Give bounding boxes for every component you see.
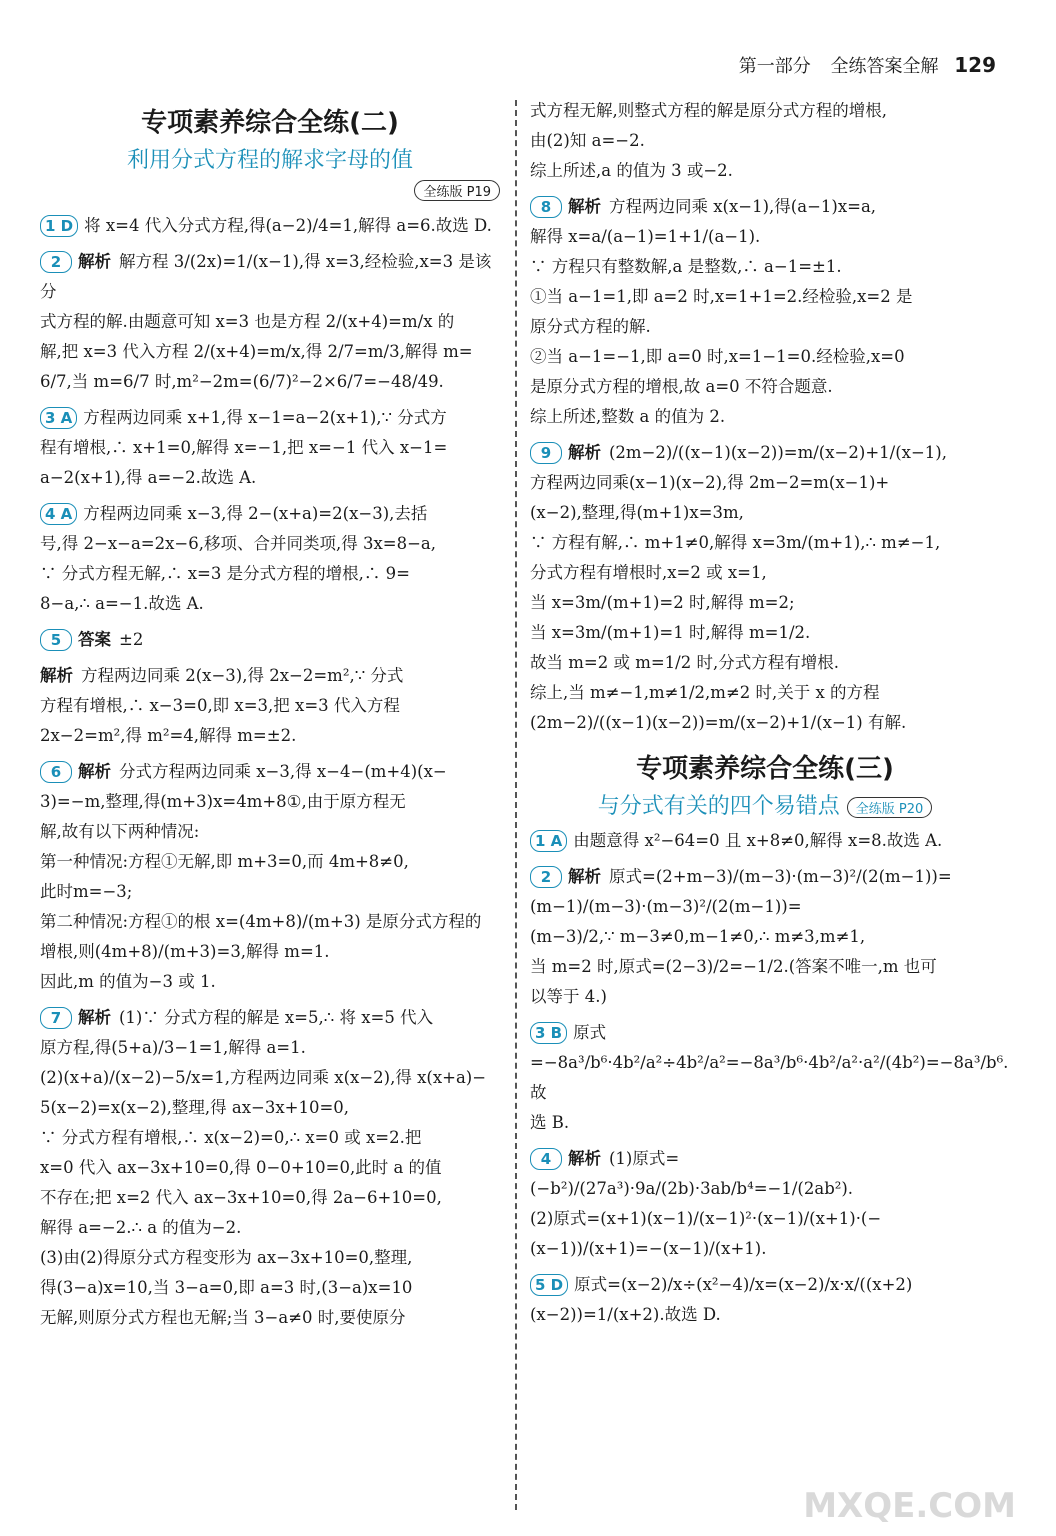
answer-text: 第一种情况:方程①无解,即 m+3=0,而 4m+8≠0, xyxy=(40,852,409,871)
answer-label: 解析 xyxy=(78,252,111,271)
answer-text: 解,故有以下两种情况: xyxy=(40,822,200,841)
answer-text: 式方程的解.由题意可知 x=3 也是方程 2/(x+4)=m/x 的 xyxy=(40,312,455,331)
answer-text: ①当 a−1=1,即 a=2 时,x=1+1=2.经检验,x=2 是 xyxy=(530,287,913,306)
answer-text: ∵ 分式方程有增根,∴ x(x−2)=0,∴ x=0 或 x=2.把 xyxy=(40,1128,422,1147)
answer-item xyxy=(530,96,1000,186)
answer-text: a−2(x+1),得 a=−2.故选 A. xyxy=(40,468,257,487)
answer-item xyxy=(530,826,1000,856)
watermark-logo: MXQE.COM xyxy=(803,1486,1016,1526)
answer-text: 选 B. xyxy=(530,1113,570,1132)
answer-text: 原式=(2+m−3)/(m−3)·(m−3)²/(2(m−1))=(m−1)/(m−3)·(m−3)²/(2(m−1))= xyxy=(530,867,952,916)
answer-label: 解析 xyxy=(78,762,111,781)
answer-text: 是原分式方程的增根,故 a=0 不符合题意. xyxy=(530,377,833,396)
answer-text: 式方程无解,则整式方程的解是原分式方程的增根, xyxy=(530,101,887,120)
answer-text: 不存在;把 x=2 代入 ax−3x+10=0,得 2a−6+10=0, xyxy=(40,1188,442,1207)
answer-text: 方程两边同乘(x−1)(x−2),得 2m−2=m(x−1)+ xyxy=(530,473,890,492)
answer-label: 解析 xyxy=(78,1008,111,1027)
question-number: 9 xyxy=(530,442,562,464)
answer-text: (2m−2)/((x−1)(x−2))=m/(x−2)+1/(x−1) 有解. xyxy=(530,713,907,732)
question-number: 5 xyxy=(40,629,72,651)
section-title: 专项素养综合全练(三) xyxy=(636,754,894,784)
page-reference-tag: 全练版 P19 xyxy=(414,180,500,201)
answer-text: 分式方程两边同乘 x−3,得 x−4−(m+4)(x− xyxy=(119,762,447,781)
answer-item xyxy=(530,1270,1000,1330)
answer-text: 由(2)知 a=−2. xyxy=(530,131,645,150)
question-number: 8 xyxy=(530,196,562,218)
answer-text: ±2 xyxy=(119,630,144,649)
answer-item xyxy=(530,438,1000,738)
answer-item xyxy=(40,211,500,241)
answer-item xyxy=(40,247,500,397)
answer-text: 得(3−a)x=10,当 3−a=0,即 a=3 时,(3−a)x=10 xyxy=(40,1278,413,1297)
answer-list xyxy=(530,96,1000,738)
answer-text: x=0 代入 ax−3x+10=0,得 0−0+10=0,此时 a 的值 xyxy=(40,1158,442,1177)
answer-text: 综上,当 m≠−1,m≠1/2,m≠2 时,关于 x 的方程 xyxy=(530,683,880,702)
question-number: 5 D xyxy=(530,1274,568,1296)
answer-item xyxy=(530,192,1000,432)
answer-text: 方程两边同乘 2(x−3),得 2x−2=m²,∵ 分式 xyxy=(81,666,404,685)
left-column xyxy=(40,96,500,1339)
answer-text: 此时m=−3; xyxy=(40,882,133,901)
question-number: 1 A xyxy=(530,830,567,852)
answer-text: 2x−2=m²,得 m²=4,解得 m=±2. xyxy=(40,726,297,745)
answer-text: 解得 a=−2.∴ a 的值为−2. xyxy=(40,1218,242,1237)
answer-label: 解析 xyxy=(40,666,73,685)
answer-text: 程有增根,∴ x+1=0,解得 x=−1,把 x=−1 代入 x−1= xyxy=(40,438,448,457)
answer-text: 故当 m=2 或 m=1/2 时,分式方程有增根. xyxy=(530,653,839,672)
answer-text: 综上所述,整数 a 的值为 2. xyxy=(530,407,726,426)
answer-text: ∵ 方程有解,∴ m+1≠0,解得 x=3m/(m+1),∴ m≠−1, xyxy=(530,533,941,552)
answer-text: 原分式方程的解. xyxy=(530,317,651,336)
question-number: 3 B xyxy=(530,1022,567,1044)
page-reference-tag: 全练版 P20 xyxy=(847,797,933,818)
answer-text: 当 x=3m/(m+1)=2 时,解得 m=2; xyxy=(530,593,795,612)
answer-text: ∵ 方程只有整数解,a 是整数,∴ a−1=±1. xyxy=(530,257,842,276)
question-number: 3 A xyxy=(40,407,77,429)
section-subtitle: 利用分式方程的解求字母的值 xyxy=(126,148,413,173)
answer-text: 方程两边同乘 x+1,得 x−1=a−2(x+1),∵ 分式方 xyxy=(83,408,447,427)
answer-text: (2m−2)/((x−1)(x−2))=m/(x−2)+1/(x−1), xyxy=(609,443,947,462)
header-section: 第一部分 xyxy=(738,56,811,77)
answer-text: 5(x−2)=x(x−2),整理,得 ax−3x+10=0, xyxy=(40,1098,350,1117)
answer-text: 解方程 3/(2x)=1/(x−1),得 x=3,经检验,x=3 是该分 xyxy=(40,252,492,301)
answer-text: 当 x=3m/(m+1)=1 时,解得 m=1/2. xyxy=(530,623,811,642)
answer-text: 6/7,当 m=6/7 时,m²−2m=(6/7)²−2×6/7=−48/49. xyxy=(40,372,444,391)
answer-text: 号,得 2−x−a=2x−6,移项、合并同类项,得 3x=8−a, xyxy=(40,534,436,553)
answer-item xyxy=(40,661,500,751)
page-number: 129 xyxy=(954,53,996,77)
answer-text: 将 x=4 代入分式方程,得(a−2)/4=1,解得 a=6.故选 D. xyxy=(84,216,492,235)
answer-item xyxy=(40,1003,500,1333)
answer-text: 以等于 4.) xyxy=(530,987,607,1006)
answer-item xyxy=(530,1144,1000,1264)
answer-item xyxy=(40,403,500,493)
section-title: 专项素养综合全练(二) xyxy=(141,108,399,138)
answer-text: ∵ 分式方程无解,∴ x=3 是分式方程的增根,∴ 9= xyxy=(40,564,410,583)
answer-text: 因此,m 的值为−3 或 1. xyxy=(40,972,216,991)
answer-text: 增根,则(4m+8)/(m+3)=3,解得 m=1. xyxy=(40,942,330,961)
question-number: 2 xyxy=(530,866,562,888)
answer-text: (3)由(2)得原分式方程变形为 ax−3x+10=0,整理, xyxy=(40,1248,413,1267)
answer-item xyxy=(40,757,500,997)
question-number: 1 D xyxy=(40,215,78,237)
answer-text: 分式方程有增根时,x=2 或 x=1, xyxy=(530,563,767,582)
answer-text: 8−a,∴ a=−1.故选 A. xyxy=(40,594,204,613)
answer-text: 当 m=2 时,原式=(2−3)/2=−1/2.(答案不唯一,m 也可 xyxy=(530,957,937,976)
right-column xyxy=(530,96,1009,1336)
answer-text: 无解,则原分式方程也无解;当 3−a≠0 时,要使原分 xyxy=(40,1308,406,1327)
answer-list xyxy=(530,826,1009,1330)
answer-text: 方程两边同乘 x−3,得 2−(x+a)=2(x−3),去括 xyxy=(83,504,428,523)
answer-text: 3)=−m,整理,得(m+3)x=4m+8①,由于原方程无 xyxy=(40,792,406,811)
question-number: 4 A xyxy=(40,503,77,525)
answer-label: 解析 xyxy=(568,867,601,886)
answer-text: 方程有增根,∴ x−3=0,即 x=3,把 x=3 代入方程 xyxy=(40,696,400,715)
answer-text: 解得 x=a/(a−1)=1+1/(a−1). xyxy=(530,227,761,246)
answer-text: 由题意得 x²−64=0 且 x+8≠0,解得 x=8.故选 A. xyxy=(573,831,943,850)
answer-text: (x−2),整理,得(m+1)x=3m, xyxy=(530,503,744,522)
answer-text: ②当 a−1=−1,即 a=0 时,x=1−1=0.经检验,x=0 xyxy=(530,347,905,366)
page-header xyxy=(739,52,996,78)
answer-text: 第二种情况:方程①的根 x=(4m+8)/(m+3) 是原分式方程的 xyxy=(40,912,482,931)
answer-text: 原方程,得(5+a)/3−1=1,解得 a=1. xyxy=(40,1038,306,1057)
answer-text: 原式=−8a³/b⁶·4b²/a²÷4b²/a²=−8a³/b⁶·4b²/a²·a²/(4b²)=−8a³/b⁶.故 xyxy=(530,1023,1009,1102)
answer-text: 原式=(x−2)/x÷(x²−4)/x=(x−2)/x·x/((x+2)(x−2))=1/(x+2).故选 D. xyxy=(530,1275,913,1324)
answer-item xyxy=(40,499,500,619)
section-subtitle-text: 与分式有关的四个易错点 xyxy=(597,794,840,819)
answer-text: (2)原式=(x+1)(x−1)/(x−1)²·(x−1)/(x+1)·(−(x−1))/(x+1)=−(x−1)/(x+1). xyxy=(530,1209,882,1258)
section-subtitle xyxy=(530,789,1000,820)
answer-item xyxy=(530,1018,1009,1138)
answer-label: 解析 xyxy=(568,443,601,462)
answer-text: (1)∵ 分式方程的解是 x=5,∴ 将 x=5 代入 xyxy=(119,1008,434,1027)
answer-label: 解析 xyxy=(568,197,601,216)
header-book: 全练答案全解 xyxy=(830,56,939,77)
answer-label: 解析 xyxy=(568,1149,601,1168)
answer-list xyxy=(40,211,500,1333)
question-number: 4 xyxy=(530,1148,562,1170)
question-number: 7 xyxy=(40,1007,72,1029)
answer-text: 解,把 x=3 代入方程 2/(x+4)=m/x,得 2/7=m/3,解得 m= xyxy=(40,342,473,361)
answer-text: (1)原式=(−b²)/(27a³)·9a/(2b)·3ab/b⁴=−1/(2ab²). xyxy=(530,1149,854,1198)
answer-text: (m−3)/2,∵ m−3≠0,m−1≠0,∴ m≠3,m≠1, xyxy=(530,927,866,946)
column-divider xyxy=(515,100,517,1510)
question-number: 6 xyxy=(40,761,72,783)
answer-text: (2)(x+a)/(x−2)−5/x=1,方程两边同乘 x(x−2),得 x(x+a)− xyxy=(40,1068,487,1087)
answer-text: 方程两边同乘 x(x−1),得(a−1)x=a, xyxy=(609,197,877,216)
answer-text: 综上所述,a 的值为 3 或−2. xyxy=(530,161,733,180)
question-number: 2 xyxy=(40,251,72,273)
answer-item xyxy=(40,625,500,655)
answer-item xyxy=(530,862,1000,1012)
answer-label: 答案 xyxy=(78,630,111,649)
